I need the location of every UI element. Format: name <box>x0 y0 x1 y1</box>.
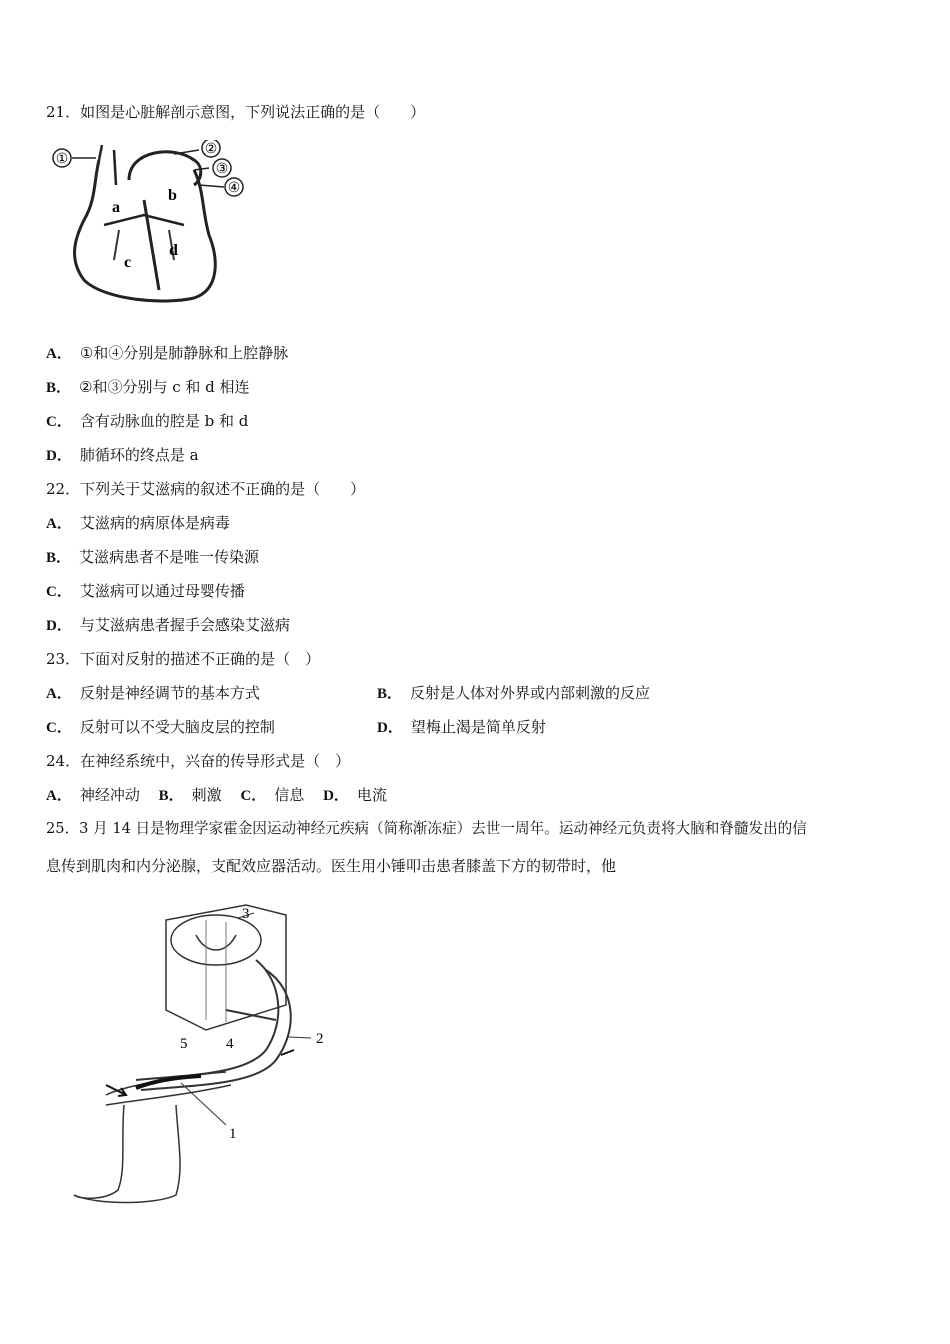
heart-label-3: ③ <box>215 162 229 177</box>
q21-option-b: B． ②和③分别与 c 和 d 相连 <box>46 378 250 396</box>
q22-option-a: A． 艾滋病的病原体是病毒 <box>46 514 230 532</box>
q23-option-b: B． 反射是人体对外界或内部刺激的反应 <box>377 684 651 702</box>
q22-option-b: B． 艾滋病患者不是唯一传染源 <box>46 548 260 566</box>
q22-stem: 22．下列关于艾滋病的叙述不正确的是（ ） <box>46 480 366 498</box>
q22-option-c: C． 艾滋病可以通过母婴传播 <box>46 582 245 600</box>
q24-option-a: A． 神经冲动 <box>46 786 140 804</box>
q21-option-d: D． 肺循环的终点是 a <box>46 446 199 464</box>
q23-option-d: D． 望梅止渴是简单反射 <box>377 718 546 736</box>
reflex-label-5: 5 <box>180 1036 188 1052</box>
q25-text-line1: 25．3 月 14 日是物理学家霍金因运动神经元疾病（简称渐冻症）去世一周年。运动神经元负责将大脑和脊髓发出的信 <box>46 820 807 837</box>
knee-reflex-diagram <box>66 900 346 1210</box>
heart-chamber-c: c <box>124 254 132 271</box>
q21-option-a: A． ①和④分别是肺静脉和上腔静脉 <box>46 344 289 362</box>
heart-label-4: ④ <box>227 181 241 196</box>
reflex-label-2: 2 <box>316 1031 324 1047</box>
reflex-label-4: 4 <box>226 1036 234 1052</box>
q21-option-c: C． 含有动脉血的腔是 b 和 d <box>46 412 249 430</box>
q24-option-d: D． 电流 <box>323 786 387 804</box>
q21-stem: 21．如图是心脏解剖示意图，下列说法正确的是（ ） <box>46 103 426 121</box>
q23-option-a: A． 反射是神经调节的基本方式 <box>46 684 260 702</box>
heart-label-2: ② <box>204 142 218 157</box>
q24-option-b: B． 刺激 <box>158 786 222 804</box>
heart-chamber-b: b <box>168 187 177 204</box>
q24-options <box>46 785 401 806</box>
q23-stem: 23．下面对反射的描述不正确的是（ ） <box>46 650 321 668</box>
q24-option-c: C． 信息 <box>240 786 305 804</box>
reflex-label-3: 3 <box>242 906 250 922</box>
reflex-label-1: 1 <box>229 1126 237 1142</box>
q24-stem: 24．在神经系统中，兴奋的传导形式是（ ） <box>46 752 351 770</box>
heart-label-1: ① <box>55 152 69 167</box>
q25-text-line2: 息传到肌肉和内分泌腺，支配效应器活动。医生用小锤叩击患者膝盖下方的韧带时，他 <box>46 857 617 875</box>
heart-diagram <box>44 140 254 310</box>
heart-chamber-d: d <box>169 242 178 259</box>
q23-option-c: C． 反射可以不受大脑皮层的控制 <box>46 718 275 736</box>
q22-option-d: D． 与艾滋病患者握手会感染艾滋病 <box>46 616 290 634</box>
heart-chamber-a: a <box>112 199 120 216</box>
